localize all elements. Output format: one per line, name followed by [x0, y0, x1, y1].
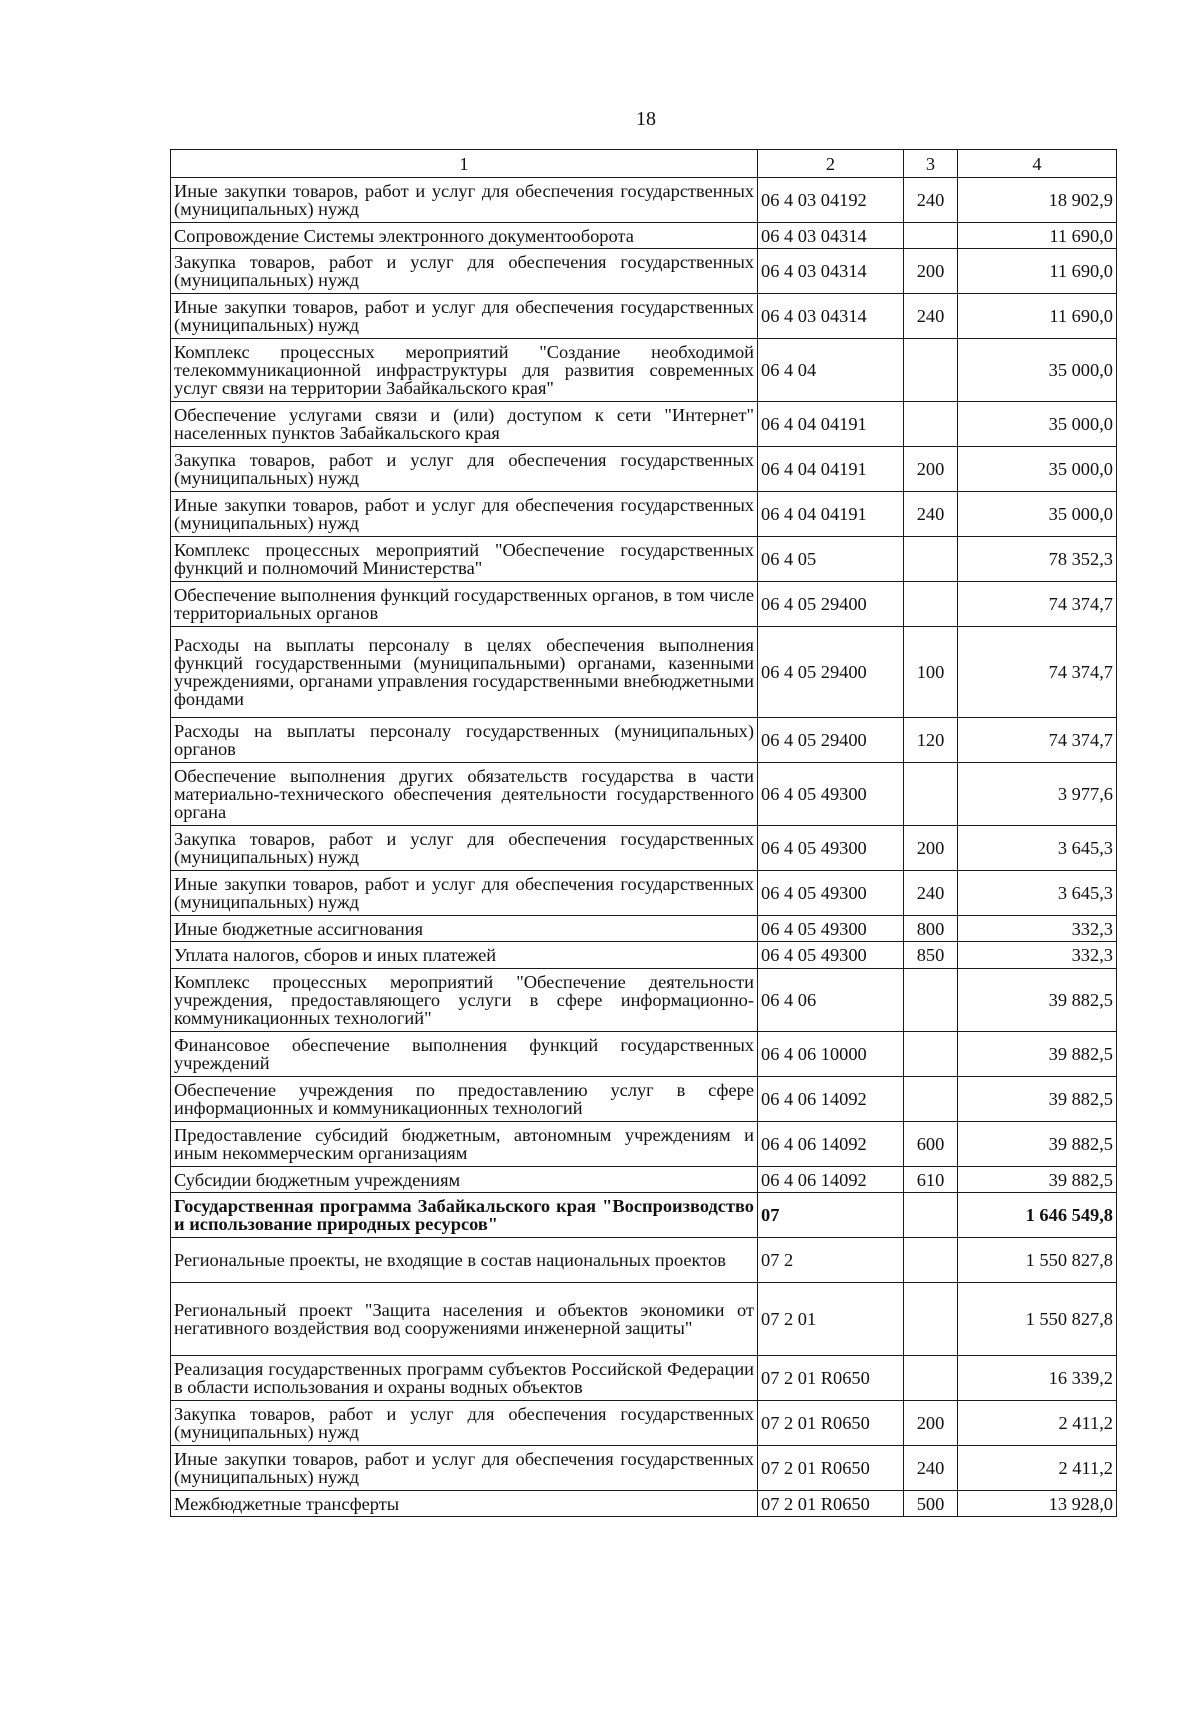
row-code-cell: 06 4 05 49300 — [758, 826, 904, 871]
row-kind-cell — [904, 402, 958, 447]
row-kind-cell: 800 — [904, 916, 958, 942]
row-code-cell: 07 2 01 R0650 — [758, 1446, 904, 1491]
row-code-cell: 06 4 06 14092 — [758, 1077, 904, 1122]
table-row — [171, 178, 1117, 223]
row-code-cell: 06 4 05 49300 — [758, 916, 904, 942]
row-name-cell: Сопровождение Системы электронного документооборота — [171, 223, 758, 249]
row-amount-cell: 35 000,0 — [958, 402, 1117, 447]
row-name-cell: Обеспечение учреждения по предоставлению услуг в сфере информационных и коммуникационных технологий — [171, 1077, 758, 1122]
row-kind-cell — [904, 969, 958, 1032]
table-row — [171, 627, 1117, 718]
row-kind-cell: 240 — [904, 871, 958, 916]
row-code-cell: 06 4 06 14092 — [758, 1122, 904, 1167]
row-name-cell: Иные закупки товаров, работ и услуг для обеспечения государственных (муниципальных) нужд — [171, 294, 758, 339]
row-amount-cell: 74 374,7 — [958, 627, 1117, 718]
table-row — [171, 1122, 1117, 1167]
row-code-cell: 06 4 05 29400 — [758, 718, 904, 763]
row-amount-cell: 3 645,3 — [958, 871, 1117, 916]
row-name-cell: Закупка товаров, работ и услуг для обеспечения государственных (муниципальных) нужд — [171, 1401, 758, 1446]
table-row — [171, 871, 1117, 916]
row-name-cell: Комплекс процессных мероприятий "Обеспечение деятельности учреждения, предоставляющего услуги в сфере информационно-коммуникационных технологий" — [171, 969, 758, 1032]
row-amount-cell: 35 000,0 — [958, 339, 1117, 402]
row-kind-cell: 240 — [904, 178, 958, 223]
row-name-cell: Закупка товаров, работ и услуг для обеспечения государственных (муниципальных) нужд — [171, 249, 758, 294]
row-kind-cell: 200 — [904, 1401, 958, 1446]
row-kind-cell — [904, 1238, 958, 1283]
row-kind-cell — [904, 1283, 958, 1356]
row-code-cell: 06 4 06 10000 — [758, 1032, 904, 1077]
row-name-cell: Реализация государственных программ субъектов Российской Федерации в области использования и охраны водных объектов — [171, 1356, 758, 1401]
row-amount-cell: 332,3 — [958, 916, 1117, 942]
row-kind-cell: 610 — [904, 1167, 958, 1193]
row-amount-cell: 78 352,3 — [958, 537, 1117, 582]
table-row — [171, 763, 1117, 826]
row-name-cell: Региональные проекты, не входящие в состав национальных проектов — [171, 1238, 758, 1283]
row-code-cell: 06 4 05 — [758, 537, 904, 582]
row-name-cell: Уплата налогов, сборов и иных платежей — [171, 942, 758, 969]
row-kind-cell — [904, 1077, 958, 1122]
row-code-cell: 06 4 05 49300 — [758, 763, 904, 826]
row-amount-cell: 3 977,6 — [958, 763, 1117, 826]
row-kind-cell — [904, 223, 958, 249]
row-code-cell: 06 4 04 04191 — [758, 447, 904, 492]
row-kind-cell: 240 — [904, 1446, 958, 1491]
table-row — [171, 969, 1117, 1032]
row-name-cell: Обеспечение выполнения функций государственных органов, в том числе территориальных органов — [171, 582, 758, 627]
row-name-cell: Обеспечение выполнения других обязательств государства в части материально-технического обеспечения деятельности государственного органа — [171, 763, 758, 826]
row-amount-cell: 74 374,7 — [958, 582, 1117, 627]
row-name-cell: Межбюджетные трансферты — [171, 1491, 758, 1517]
table-row — [171, 1446, 1117, 1491]
row-name-cell: Комплекс процессных мероприятий "Обеспечение государственных функций и полномочий Министерства" — [171, 537, 758, 582]
row-name-cell: Иные закупки товаров, работ и услуг для обеспечения государственных (муниципальных) нужд — [171, 492, 758, 537]
row-kind-cell: 240 — [904, 294, 958, 339]
row-amount-cell: 1 550 827,8 — [958, 1283, 1117, 1356]
row-name-cell: Иные закупки товаров, работ и услуг для обеспечения государственных (муниципальных) нужд — [171, 178, 758, 223]
row-code-cell: 07 2 01 R0650 — [758, 1401, 904, 1446]
row-amount-cell: 16 339,2 — [958, 1356, 1117, 1401]
row-code-cell: 06 4 03 04314 — [758, 223, 904, 249]
row-name-cell: Предоставление субсидий бюджетным, автономным учреждениям и иным некоммерческим организациям — [171, 1122, 758, 1167]
row-code-cell: 07 2 01 R0650 — [758, 1356, 904, 1401]
table-row — [171, 249, 1117, 294]
row-amount-cell: 35 000,0 — [958, 492, 1117, 537]
table-row — [171, 916, 1117, 942]
table-row — [171, 492, 1117, 537]
row-code-cell: 07 — [758, 1193, 904, 1238]
table-row — [171, 1032, 1117, 1077]
table-row — [171, 1167, 1117, 1193]
row-kind-cell — [904, 1193, 958, 1238]
row-amount-cell: 35 000,0 — [958, 447, 1117, 492]
row-kind-cell — [904, 1032, 958, 1077]
table-row — [171, 718, 1117, 763]
row-name-cell: Закупка товаров, работ и услуг для обеспечения государственных (муниципальных) нужд — [171, 826, 758, 871]
column-header-kind: 3 — [904, 150, 958, 178]
table-header-row — [171, 150, 1117, 178]
row-amount-cell: 39 882,5 — [958, 1122, 1117, 1167]
row-name-cell: Закупка товаров, работ и услуг для обеспечения государственных (муниципальных) нужд — [171, 447, 758, 492]
row-code-cell: 07 2 01 R0650 — [758, 1491, 904, 1517]
table-row — [171, 294, 1117, 339]
page-number: 18 — [636, 108, 656, 130]
column-header-code: 2 — [758, 150, 904, 178]
row-kind-cell: 200 — [904, 249, 958, 294]
row-kind-cell — [904, 339, 958, 402]
row-amount-cell: 1 646 549,8 — [958, 1193, 1117, 1238]
row-kind-cell: 100 — [904, 627, 958, 718]
row-code-cell: 06 4 03 04192 — [758, 178, 904, 223]
table-row — [171, 402, 1117, 447]
row-code-cell: 06 4 05 29400 — [758, 582, 904, 627]
row-kind-cell: 120 — [904, 718, 958, 763]
table-row — [171, 1238, 1117, 1283]
row-code-cell: 06 4 06 14092 — [758, 1167, 904, 1193]
column-header-amount: 4 — [958, 150, 1117, 178]
row-name-cell: Субсидии бюджетным учреждениям — [171, 1167, 758, 1193]
row-kind-cell — [904, 582, 958, 627]
table-row — [171, 223, 1117, 249]
row-amount-cell: 13 928,0 — [958, 1491, 1117, 1517]
row-name-cell: Региональный проект "Защита населения и объектов экономики от негативного воздействия вод сооружениями инженерной защиты" — [171, 1283, 758, 1356]
row-amount-cell: 2 411,2 — [958, 1401, 1117, 1446]
column-header-name: 1 — [171, 150, 758, 178]
row-amount-cell: 11 690,0 — [958, 294, 1117, 339]
row-code-cell: 06 4 03 04314 — [758, 294, 904, 339]
table-row — [171, 1356, 1117, 1401]
row-kind-cell: 200 — [904, 447, 958, 492]
row-name-cell: Расходы на выплаты персоналу государственных (муниципальных) органов — [171, 718, 758, 763]
row-code-cell: 06 4 05 49300 — [758, 942, 904, 969]
row-code-cell: 06 4 05 49300 — [758, 871, 904, 916]
row-code-cell: 07 2 01 — [758, 1283, 904, 1356]
row-name-cell: Обеспечение услугами связи и (или) доступом к сети "Интернет" населенных пунктов Забайкальского края — [171, 402, 758, 447]
row-amount-cell: 18 902,9 — [958, 178, 1117, 223]
table-row — [171, 826, 1117, 871]
row-code-cell: 06 4 04 04191 — [758, 402, 904, 447]
table-row — [171, 1193, 1117, 1238]
row-name-cell: Иные бюджетные ассигнования — [171, 916, 758, 942]
table-row — [171, 537, 1117, 582]
row-amount-cell: 3 645,3 — [958, 826, 1117, 871]
row-code-cell: 06 4 06 — [758, 969, 904, 1032]
table-row — [171, 1491, 1117, 1517]
row-kind-cell: 240 — [904, 492, 958, 537]
row-kind-cell: 850 — [904, 942, 958, 969]
row-name-cell: Комплекс процессных мероприятий "Создание необходимой телекоммуникационной инфраструктуры для развития современных услуг связи на территории Забайкальского края" — [171, 339, 758, 402]
row-amount-cell: 2 411,2 — [958, 1446, 1117, 1491]
row-name-cell: Государственная программа Забайкальского края "Воспроизводство и использование природных ресурсов" — [171, 1193, 758, 1238]
table-row — [171, 1401, 1117, 1446]
row-amount-cell: 11 690,0 — [958, 223, 1117, 249]
table-row — [171, 582, 1117, 627]
row-kind-cell — [904, 763, 958, 826]
row-kind-cell: 200 — [904, 826, 958, 871]
table-row — [171, 1283, 1117, 1356]
row-amount-cell: 11 690,0 — [958, 249, 1117, 294]
row-amount-cell: 39 882,5 — [958, 1077, 1117, 1122]
budget-table — [170, 149, 1117, 1517]
row-amount-cell: 1 550 827,8 — [958, 1238, 1117, 1283]
table-row — [171, 1077, 1117, 1122]
row-amount-cell: 39 882,5 — [958, 969, 1117, 1032]
table-row — [171, 339, 1117, 402]
table-row — [171, 447, 1117, 492]
row-kind-cell — [904, 537, 958, 582]
row-amount-cell: 39 882,5 — [958, 1167, 1117, 1193]
row-name-cell: Иные закупки товаров, работ и услуг для обеспечения государственных (муниципальных) нужд — [171, 871, 758, 916]
row-code-cell: 06 4 03 04314 — [758, 249, 904, 294]
row-kind-cell — [904, 1356, 958, 1401]
row-code-cell: 06 4 05 29400 — [758, 627, 904, 718]
row-amount-cell: 332,3 — [958, 942, 1117, 969]
row-code-cell: 07 2 — [758, 1238, 904, 1283]
row-name-cell: Финансовое обеспечение выполнения функций государственных учреждений — [171, 1032, 758, 1077]
row-name-cell: Иные закупки товаров, работ и услуг для обеспечения государственных (муниципальных) нужд — [171, 1446, 758, 1491]
row-amount-cell: 74 374,7 — [958, 718, 1117, 763]
row-code-cell: 06 4 04 — [758, 339, 904, 402]
row-amount-cell: 39 882,5 — [958, 1032, 1117, 1077]
row-code-cell: 06 4 04 04191 — [758, 492, 904, 537]
table-row — [171, 942, 1117, 969]
row-kind-cell: 600 — [904, 1122, 958, 1167]
row-kind-cell: 500 — [904, 1491, 958, 1517]
row-name-cell: Расходы на выплаты персоналу в целях обеспечения выполнения функций государственными (муниципальными) органами, казенными учреждениями, органами управления государственными внебюджетными фондами — [171, 627, 758, 718]
